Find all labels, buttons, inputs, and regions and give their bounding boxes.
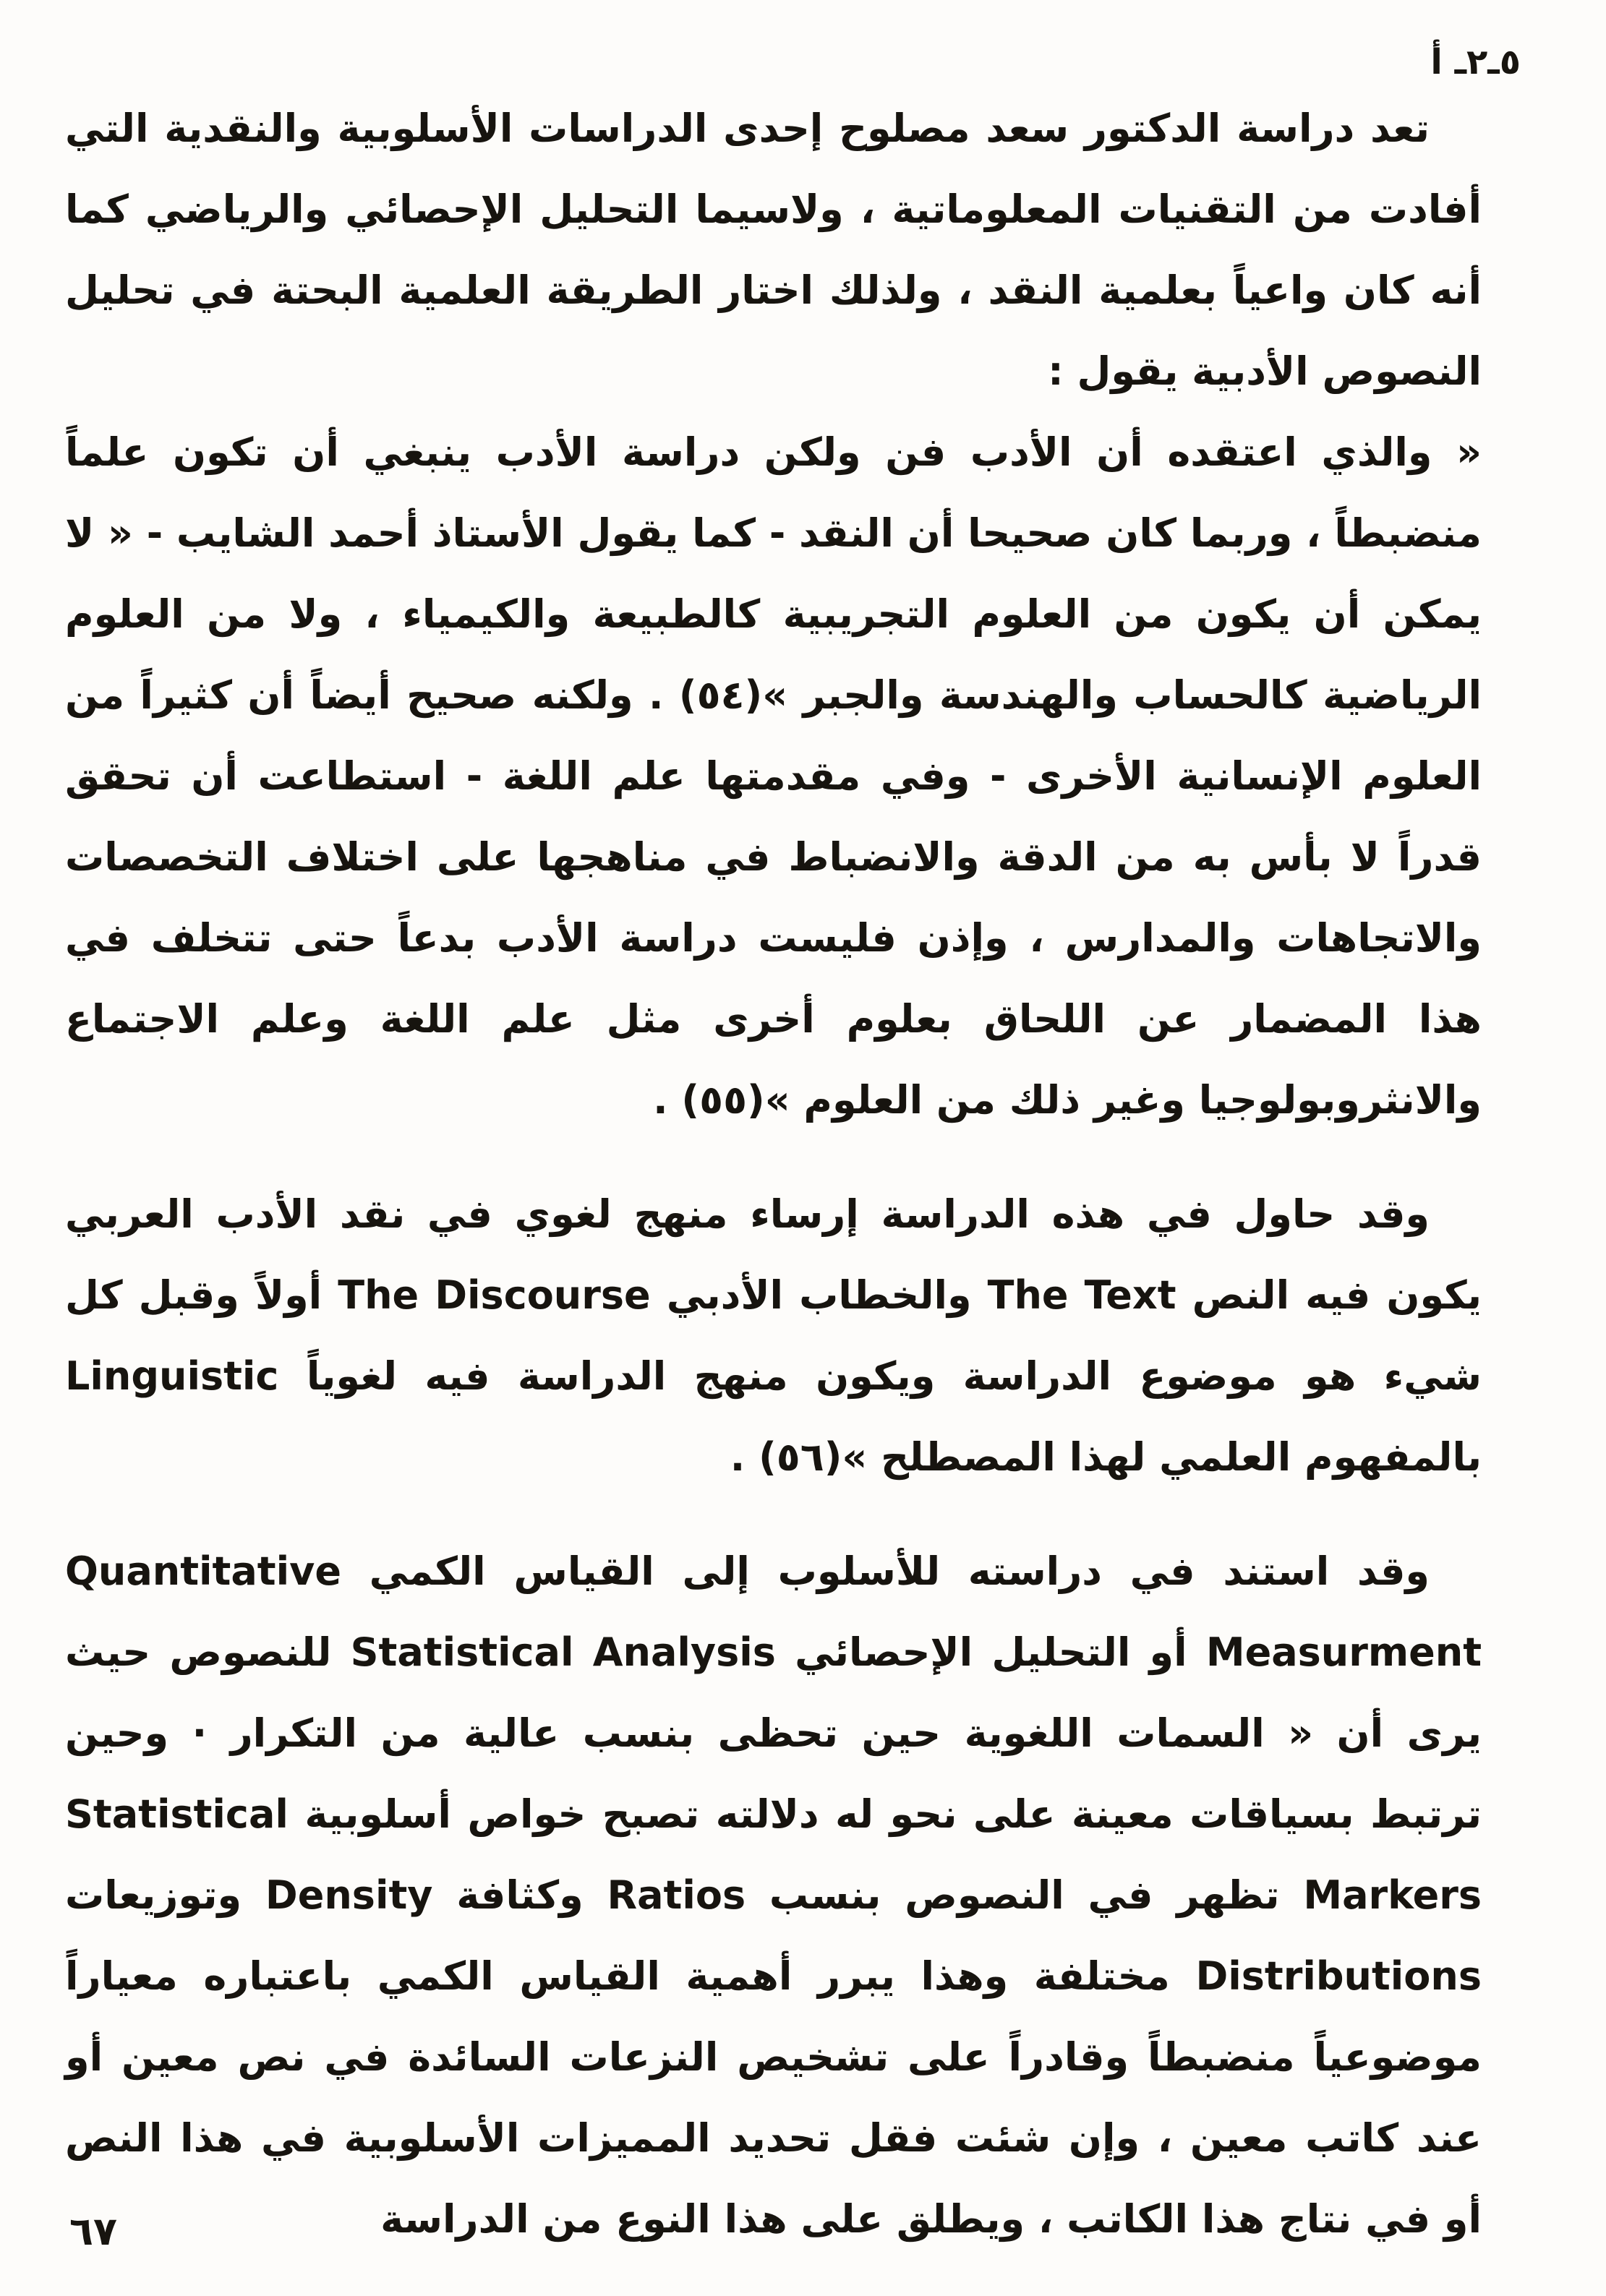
page-number: ٦٧ bbox=[69, 2209, 117, 2254]
paragraph-quantitative: وقد استند في دراسته للأسلوب إلى القياس الكمي Quantitative Measurment أو التحليل الإحصائي Statistical Analysis للنصوص حيث يرى أن « السمات اللغوية حين تحظى بنسب عالية من التكرار · وحين ترتبط بسياقات معينة على نحو له دلالته تصبح خواص أسلوبية Statistical Markers تظهر في النصوص بنسب Ratios وكثافة Density وتوزيعات Distributions مختلفة وهذا يبرر أهمية القياس الكمي باعتباره معياراً موضوعياً منضبطاً وقادراً على تشخيص النزعات السائدة في نص معين أو عند كاتب معين ، وإن شئت فقل تحديد المميزات الأسلوبية في هذا النص أو في نتاج هذا الكاتب ، ويطلق على هذا النوع من الدراسة bbox=[65, 1548, 1482, 2242]
paragraph-method: وقد حاول في هذه الدراسة إرساء منهج لغوي في نقد الأدب العربي يكون فيه النص The Text والخطاب الأدبي The Discourse أولاً وقبل كل شيء هو موضوع الدراسة ويكون منهج الدراسة فيه لغوياً Linguistic بالمفهوم العلمي لهذا المصطلح »(٥٦) . bbox=[65, 1191, 1482, 1480]
page-body-text bbox=[65, 88, 1482, 2260]
paragraph-intro: تعد دراسة الدكتور سعد مصلوح إحدى الدراسات الأسلوبية والنقدية التي أفادت من التقنيات المعلوماتية ، ولاسيما التحليل الإحصائي والرياضي كما أنه كان واعياً بعلمية النقد ، ولذلك اختار الطريقة العلمية البحتة في تحليل النصوص الأدبية يقول : bbox=[65, 106, 1482, 394]
section-heading: ٥ـ٢ـ أ bbox=[1430, 42, 1521, 82]
paragraph-quote: « والذي اعتقده أن الأدب فن ولكن دراسة الأدب ينبغي أن تكون علماً منضبطاً ، وربما كان صحيحا أن النقد - كما يقول الأستاذ أحمد الشايب - « لا يمكن أن يكون من العلوم التجريبية كالطبيعة والكيمياء ، ولا من العلوم الرياضية كالحساب والهندسة والجبر »(٥٤) . ولكنه صحيح أيضاً أن كثيراً من العلوم الإنسانية الأخرى - وفي مقدمتها علم اللغة - استطاعت أن تحقق قدراً لا بأس به من الدقة والانضباط في مناهجها على اختلاف التخصصات والاتجاهات والمدارس ، وإذن فليست دراسة الأدب بدعاً حتى تتخلف في هذا المضمار عن اللحاق بعلوم أخرى مثل علم اللغة وعلم الاجتماع والانثروبولوجيا وغير ذلك من العلوم »(٥٥) . bbox=[65, 429, 1482, 1123]
